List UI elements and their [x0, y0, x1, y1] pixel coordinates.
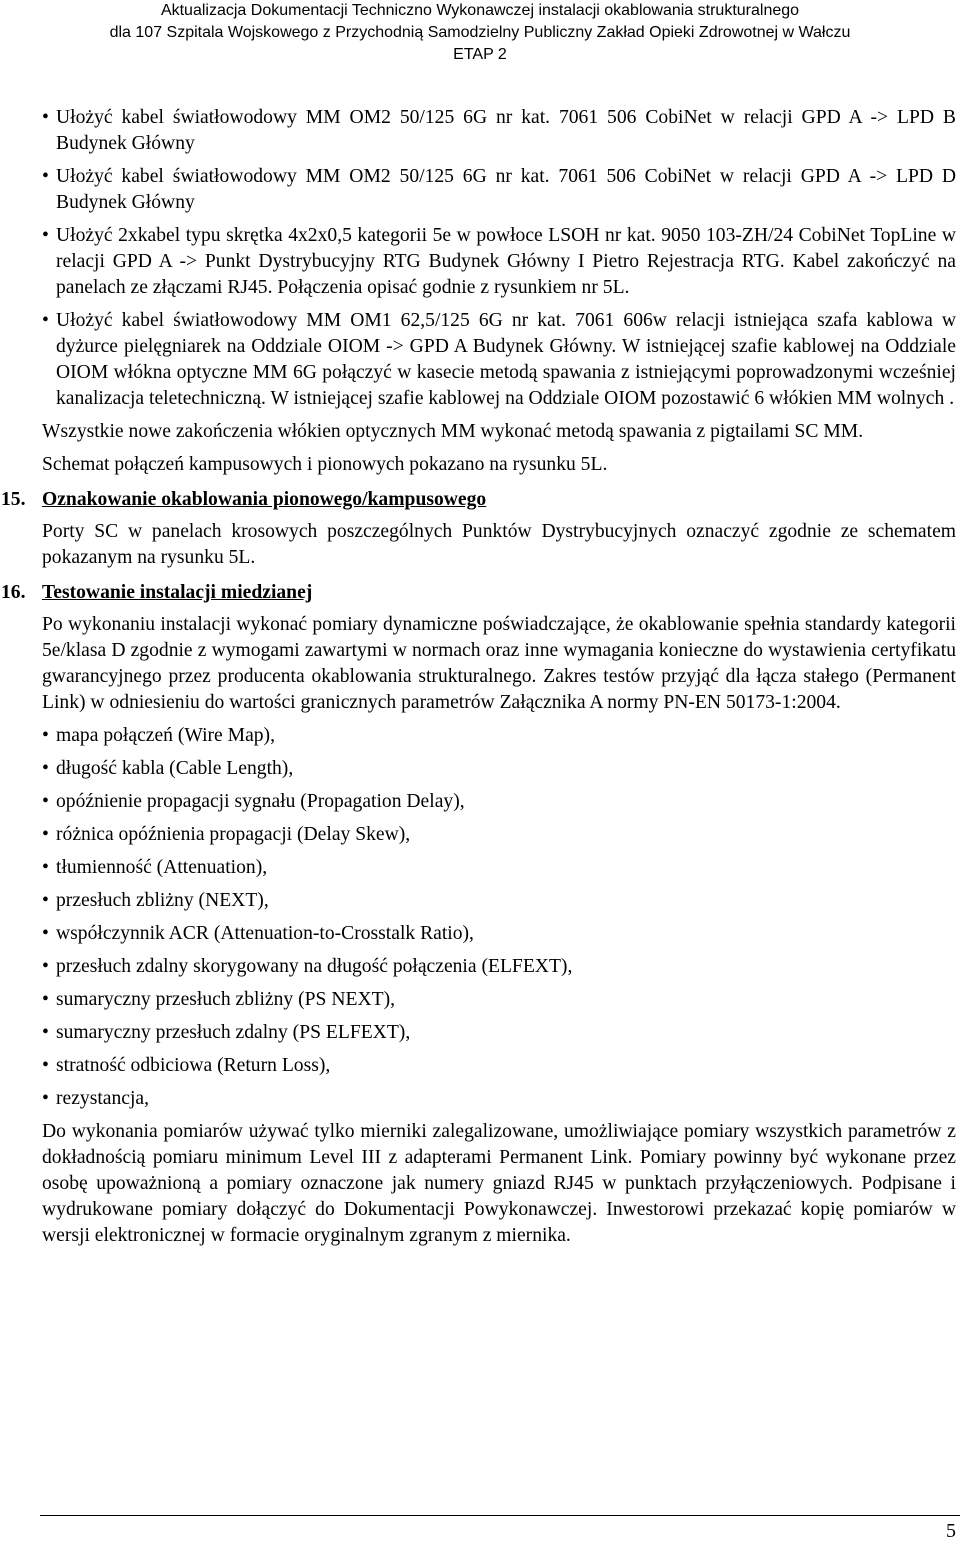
footer-divider [40, 1515, 960, 1516]
section-16-text: Po wykonaniu instalacji wykonać pomiary dynamiczne poświadczające, że okablowanie spełnia standardy kategorii 5e/klasa D zgodnie z wymogami zawartymi w normach oraz inne wymagania konieczne do wystawienia certyfikatu gwarancyjnego przez producenta okablowania strukturalnego. Zakres testów przyjąć dla łącza stałego (Permanent Link) w odniesieniu do wartości granicznych parametrów Załącznika A normy PN-EN 50173-1:2004. [42, 614, 956, 713]
list-item: • opóźnienie propagacji sygnału (Propagation Delay), [42, 789, 956, 815]
list-item: • współczynnik ACR (Attenuation-to-Crosstalk Ratio), [42, 921, 956, 947]
list-item: • różnica opóźnienia propagacji (Delay Skew), [42, 822, 956, 848]
header-line-1: Aktualizacja Dokumentacji Techniczno Wykonawczej instalacji okablowania strukturalnego [160, 2, 800, 19]
list-item: • Ułożyć 2xkabel typu skrętka 4x2x0,5 kategorii 5e w powłoce LSOH nr kat. 9050 103-ZH/24 CobiNet TopLine w relacji GPD A -> Punkt Dystrybucyjny RTG Budynek Główny I Pietro Rejestracja RTG. Kabel zakończyć na panelach ze złączami RJ45. Połączenia opisać godnie z rysunkiem nr 5L. [42, 223, 956, 301]
section-15-heading [1, 487, 956, 513]
list-item: • przesłuch zbliżny (NEXT), [42, 888, 956, 914]
document-header [0, 0, 960, 66]
list-item: • stratność odbiciowa (Return Loss), [42, 1053, 956, 1079]
list-item: • Ułożyć kabel światłowodowy MM OM2 50/125 6G nr kat. 7061 506 CobiNet w relacji GPD A -> LPD D Budynek Główny [42, 164, 956, 216]
page-number: 5 [946, 1520, 956, 1542]
list-item: • Ułożyć kabel światłowodowy MM OM2 50/125 6G nr kat. 7061 506 CobiNet w relacji GPD A -> LPD B Budynek Główny [42, 105, 956, 157]
paragraph-schemat: Schemat połączeń kampusowych i pionowych pokazano na rysunku 5L. [42, 454, 608, 475]
test-parameters-list [42, 723, 956, 1112]
list-item: • sumaryczny przesłuch zbliżny (PS NEXT), [42, 987, 956, 1013]
paragraph-spawanie: Wszystkie nowe zakończenia włókien optycznych MM wykonać metodą spawania z pigtailami SC MM. [42, 421, 864, 442]
list-item: • rezystancja, [42, 1086, 956, 1112]
header-line-3: ETAP 2 [453, 46, 507, 63]
document-body [1, 105, 956, 1256]
closing-paragraph: Do wykonania pomiarów używać tylko mierniki zalegalizowane, umożliwiające pomiary wszystkich parametrów z dokładnością pomiaru minimum Level III z adapterami Permanent Link. Pomiary powinny być wykonane przez osobę upoważnioną a pomiary oznaczone jak numery gniazd RJ45 w punktach przyłączeniowych. Podpisane i wydrukowane pomiary dołączyć do Dokumentacji Powykonawczej. Inwestorowi przekazać kopię pomiarów w wersji elektronicznej w formacie oryginalnym zgranym z miernika. [42, 1121, 956, 1246]
list-item: • przesłuch zdalny skorygowany na długość połączenia (ELFEXT), [42, 954, 956, 980]
section-title: Oznakowanie okablowania pionowego/kampusowego [42, 489, 487, 510]
section-title: Testowanie instalacji miedzianej [42, 582, 313, 603]
header-line-2: dla 107 Szpitala Wojskowego z Przychodnią Samodzielny Publiczny Zakład Opieki Zdrowotnej w Wałczu [109, 24, 851, 41]
section-number: 16. [1, 582, 26, 603]
list-item: • tłumienność (Attenuation), [42, 855, 956, 881]
section-15-text: Porty SC w panelach krosowych poszczególnych Punktów Dystrybucyjnych oznaczyć zgodnie ze schematem pokazanym na rysunku 5L. [42, 521, 956, 568]
list-item: • Ułożyć kabel światłowodowy MM OM1 62,5/125 6G nr kat. 7061 606w relacji istniejąca szafa kablowa w dyżurce pielęgniarek na Oddziale OIOM -> GPD A Budynek Główny. W istniejącej szafie kablowej na Oddziale OIOM włókna optyczne MM 6G połączyć w kasecie metodą spawania z istniejącymi poprowadzonymi wcześniej kanalizacja teletechniczną. W istniejącej szafie kablowej na Oddziale OIOM pozostawić 6 włókien MM wolnych . [42, 308, 956, 412]
section-16-heading [1, 580, 956, 606]
list-item: • długość kabla (Cable Length), [42, 756, 956, 782]
list-item: • sumaryczny przesłuch zdalny (PS ELFEXT), [42, 1020, 956, 1046]
list-item: • mapa połączeń (Wire Map), [42, 723, 956, 749]
section-number: 15. [1, 489, 26, 510]
